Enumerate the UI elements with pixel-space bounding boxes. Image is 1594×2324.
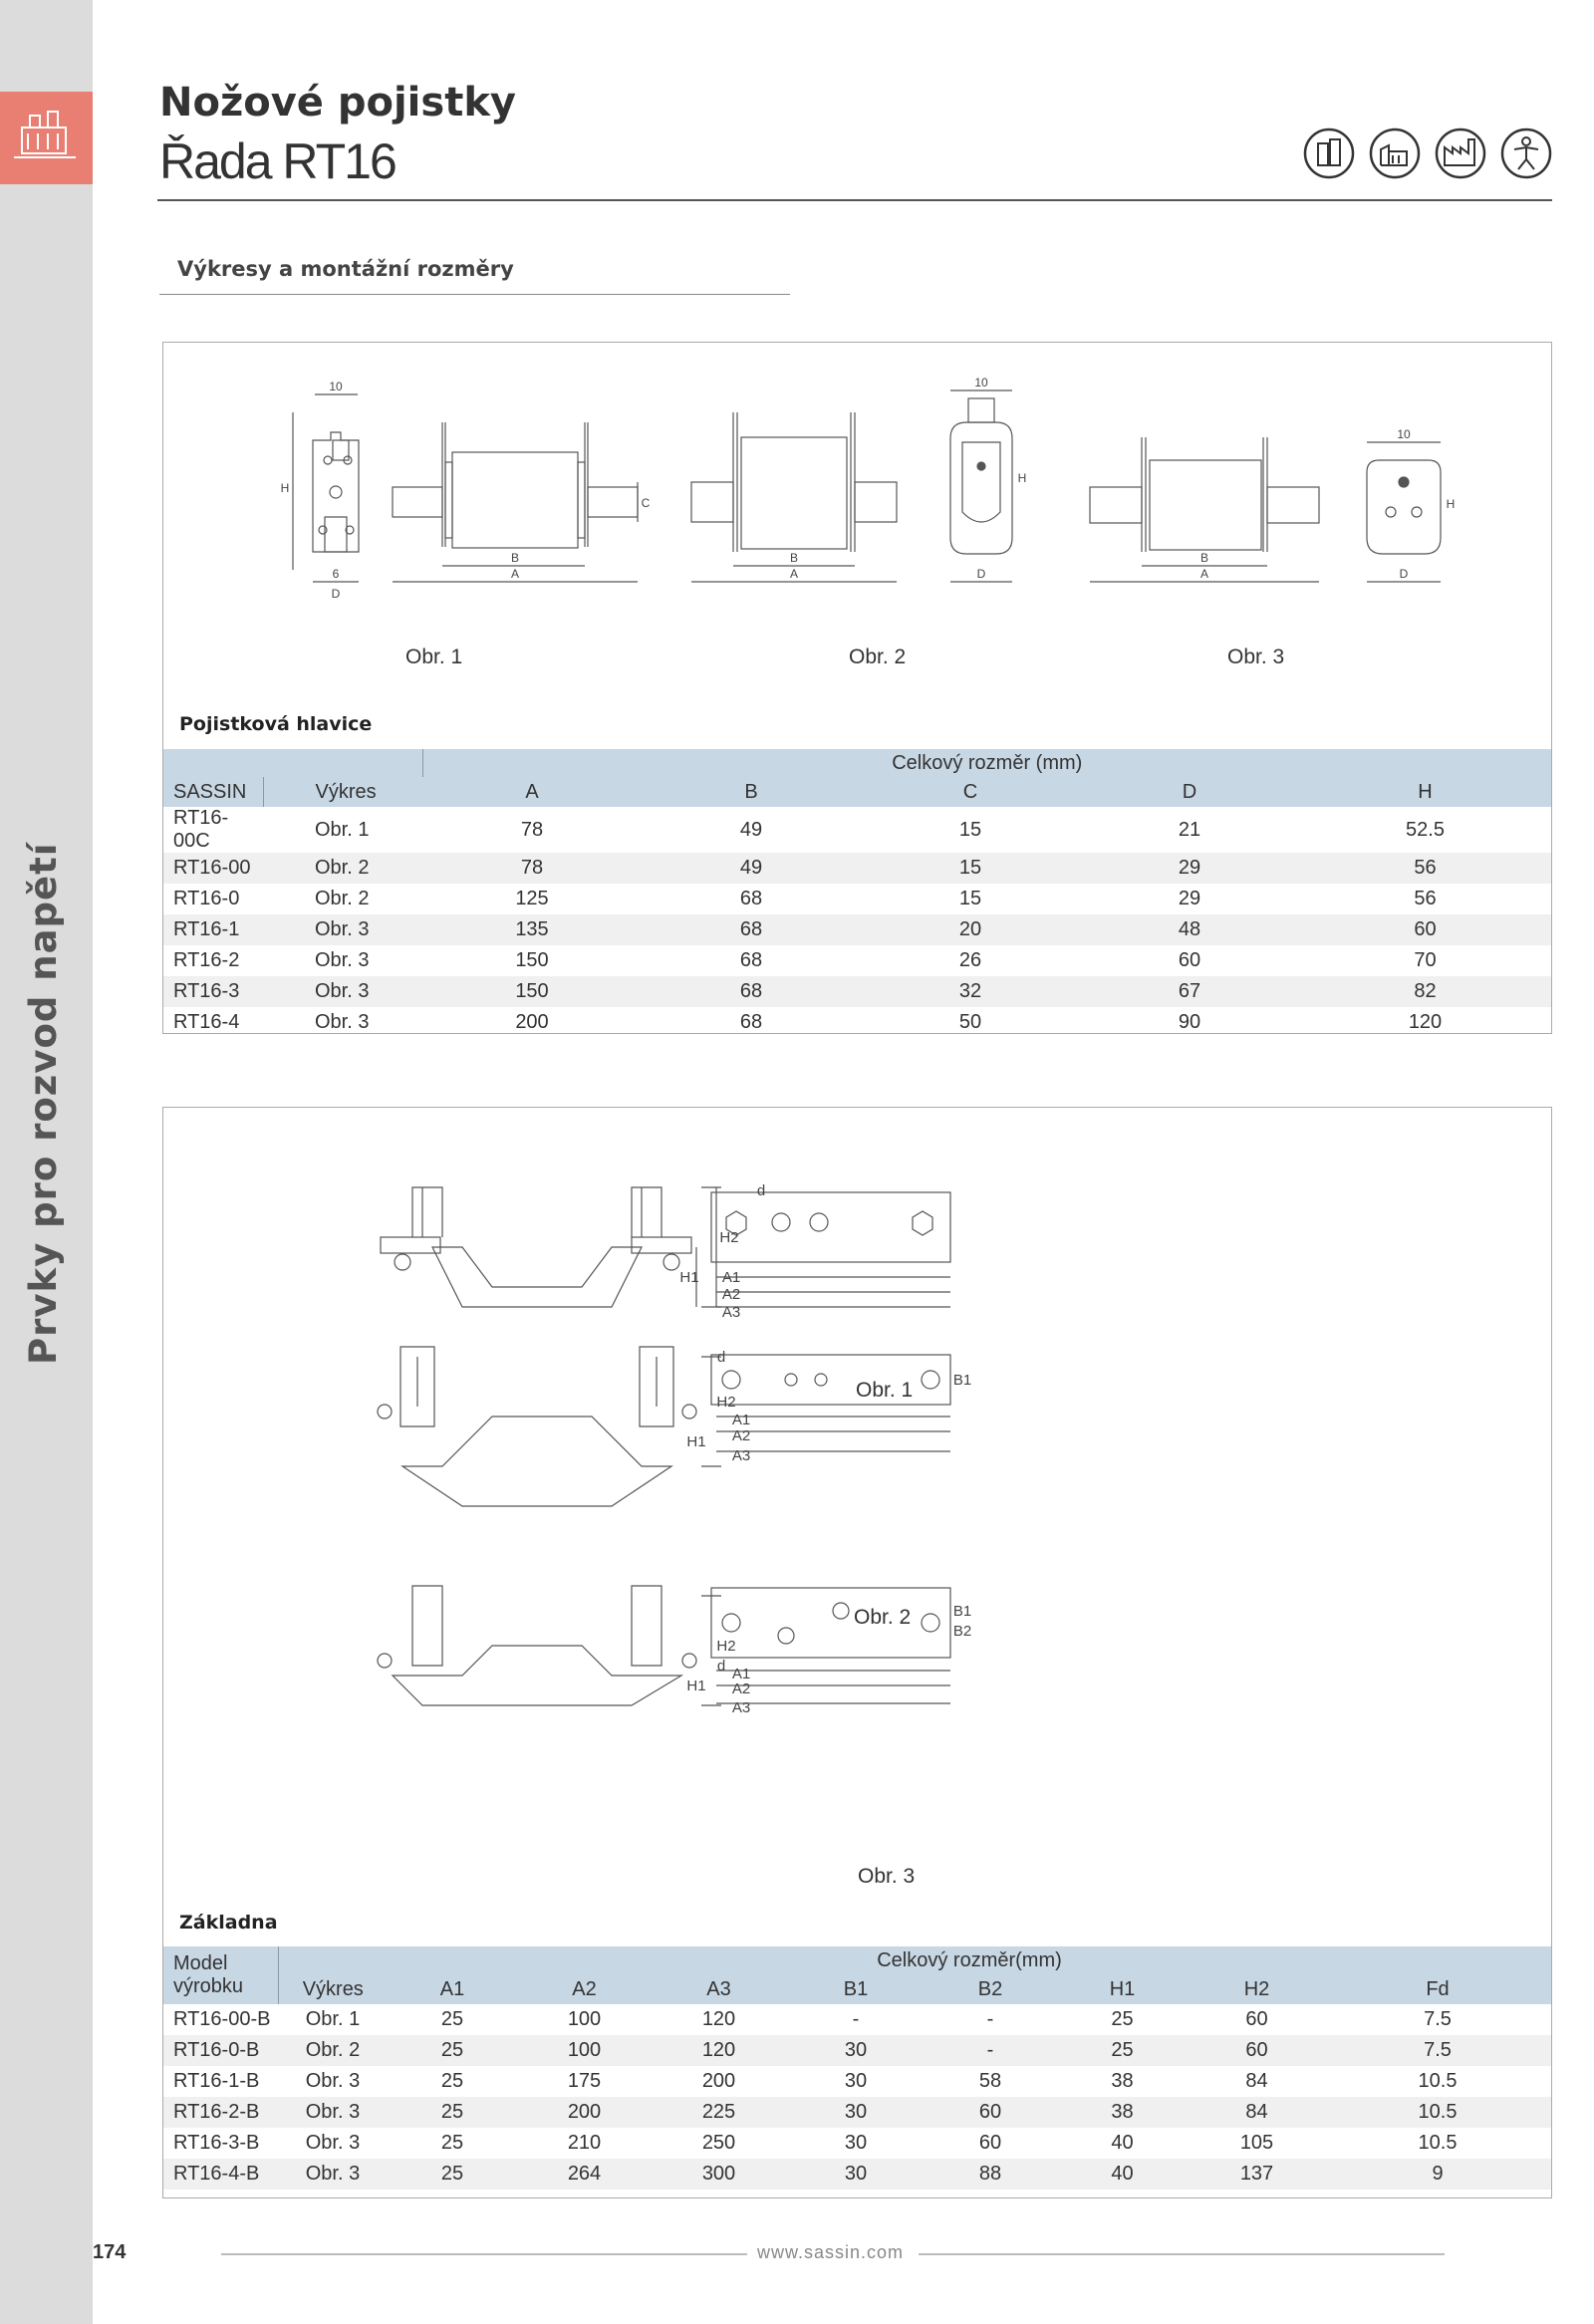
industry-icon [1435,128,1486,179]
cell-h1: 25 [1055,2035,1190,2066]
cell-drawing: Obr. 3 [305,2132,361,2154]
table-row [163,914,1551,945]
fuse-caption-3: Obr. 3 [1227,646,1285,668]
table-row [163,2066,1551,2097]
fuse-col-sassin: SASSIN [163,777,263,807]
table-row [163,2159,1551,2190]
base3-d-label: d [716,1658,726,1675]
fuse1-h-label: H [280,481,290,495]
cell-model: RT16-1 [163,914,263,945]
cell-c: 15 [861,853,1080,884]
fuse2-top-dim: 10 [974,376,988,389]
cell-fd: 7.5 [1324,2035,1551,2066]
cell-model: RT16-2-B [163,2097,278,2128]
cell-drawing: Obr. 3 [278,2159,388,2190]
base-col-h1: H1 [1055,1974,1190,2004]
fuse1-d-label: D [331,587,341,601]
cell-c: 20 [861,914,1080,945]
cell-a: 78 [520,818,544,841]
fuse-panel [162,342,1552,1034]
cell-a1: 25 [440,2008,464,2030]
cell-drawing: Obr. 3 [278,2097,388,2128]
base-col-model: Model výrobku [163,1946,278,2004]
cell-h2: 60 [1190,2035,1324,2066]
base3-h1-label: H1 [686,1678,706,1694]
fuse3-h-label: H [1446,497,1456,511]
fuse2-b-label: B [789,551,799,565]
base-caption-1: Obr. 1 [856,1379,914,1402]
cell-d: 90 [1178,1011,1201,1033]
footer-divider-right [919,2253,1445,2255]
table-row [163,2097,1551,2128]
cell-model: RT16-1-B [173,2070,260,2092]
sidebar-label: Prvky pro rozvod napětí [22,842,65,1365]
cell-a2: 175 [567,2070,602,2092]
cell-b1: 30 [844,2132,868,2154]
cell-h1: 40 [1111,2132,1134,2154]
cell-drawing: Obr. 2 [315,888,370,909]
base-col-h2: H2 [1190,1974,1324,2004]
fuse-col-c: C [861,777,1080,807]
cell-a2: 210 [567,2132,602,2154]
cell-b: 68 [739,1011,763,1033]
cell-h2: 105 [1239,2132,1274,2154]
base-col-b1: B1 [786,1974,926,2004]
cell-b1: 30 [786,2159,926,2190]
base-caption-2: Obr. 2 [854,1606,912,1629]
fuse-col-a: A [422,777,642,807]
cell-model: RT16-0 [173,888,240,909]
title-divider [157,199,1552,201]
cell-b2: 60 [978,2132,1002,2154]
cell-drawing: Obr. 2 [278,2035,388,2066]
cell-drawing: Obr. 3 [263,914,422,945]
base1-a2-label: A2 [721,1286,741,1303]
base-col-a1: A1 [388,1974,517,2004]
fuse2-d-label: D [976,567,986,581]
cell-a: 135 [422,914,642,945]
fuse-col-d: D [1080,777,1299,807]
cell-b: 49 [739,818,763,841]
cell-fd: 9 [1324,2159,1551,2190]
cell-h1: 38 [1111,2070,1134,2092]
fuse1-b-label: B [510,551,520,565]
cell-fd: 7.5 [1424,2008,1452,2030]
cell-h: 70 [1414,949,1437,971]
table-row [163,1007,1551,1038]
cell-drawing: Obr. 3 [263,976,422,1007]
table-row [163,853,1551,884]
base2-a1-label: A1 [731,1412,751,1428]
cell-b: 68 [642,976,861,1007]
base2-a2-label: A2 [731,1427,751,1444]
base-caption-3: Obr. 3 [858,1865,916,1888]
cell-drawing: Obr. 3 [315,1011,370,1033]
cell-d: 60 [1178,949,1201,971]
table-row [163,807,1551,853]
cell-a1: 25 [440,2070,464,2092]
fuse1-top-dim: 10 [329,380,343,393]
cell-b2: 88 [926,2159,1055,2190]
cell-model: RT16-3-B [173,2132,260,2154]
table-row [163,2128,1551,2159]
cell-model: RT16-00C [173,807,229,852]
fuse-col-h: H [1299,777,1551,807]
cell-fd: 10.5 [1324,2097,1551,2128]
building-icon [1303,128,1355,179]
fuse-col-vykres: Výkres [263,777,422,807]
cell-a3: 120 [652,2035,786,2066]
cell-h2: 84 [1190,2097,1324,2128]
base-table [163,1946,1551,2190]
base-drawings [163,1108,1551,1935]
cell-drawing: Obr. 2 [263,853,422,884]
cell-h2: 137 [1190,2159,1324,2190]
factory-icon [1369,128,1421,179]
sidebar [0,0,93,2324]
fuse-caption-1: Obr. 1 [405,646,463,668]
cell-a1: 25 [388,2097,517,2128]
cell-c: 32 [861,976,1080,1007]
table-row [163,2035,1551,2066]
base2-a3-label: A3 [731,1447,751,1464]
page-number: 174 [93,2241,127,2263]
base-col-a3: A3 [652,1974,786,2004]
base1-h2-label: H2 [719,1229,739,1246]
fuse1-six-label: 6 [332,567,340,581]
base3-b1-label: B1 [952,1603,972,1620]
base3-b2-label: B2 [952,1623,972,1640]
cell-c: 50 [958,1011,982,1033]
cell-c: 15 [958,818,982,841]
table-row [163,2004,1551,2035]
table-row [163,884,1551,914]
cell-h1: 25 [1111,2008,1134,2030]
cell-b1: 30 [844,2070,868,2092]
cell-d: 29 [1080,853,1299,884]
cell-b: 68 [739,949,763,971]
cell-h: 82 [1299,976,1551,1007]
base-col-b2: B2 [926,1974,1055,2004]
cell-a1: 25 [440,2132,464,2154]
cell-a3: 225 [652,2097,786,2128]
cell-h: 60 [1299,914,1551,945]
cell-a3: 300 [652,2159,786,2190]
fuse-table-title: Pojistková hlavice [179,713,373,735]
fuse-col-b: B [642,777,861,807]
cell-b2: 58 [978,2070,1002,2092]
base-table-group-header: Celkový rozměr(mm) [388,1946,1551,1974]
cell-h: 56 [1299,853,1551,884]
cell-a2: 100 [517,2035,652,2066]
fuse1-a-label: A [510,567,520,581]
cell-h1: 38 [1055,2097,1190,2128]
base3-h2-label: H2 [716,1638,736,1655]
page-subtitle: Řada RT16 [159,133,396,189]
cell-b1: 30 [786,2035,926,2066]
base1-d-label: d [756,1182,766,1199]
cell-h: 56 [1414,888,1437,909]
base2-h2-label: H2 [716,1394,736,1411]
base-col-vykres: Výkres [278,1974,388,2004]
cell-b2: - [986,2008,994,2030]
fuse-table-group-header: Celkový rozměr (mm) [422,749,1551,777]
cell-a: 125 [515,888,549,909]
cell-h: 120 [1408,1011,1443,1033]
cell-h2: 84 [1245,2070,1268,2092]
fuse2-a-label: A [789,567,799,581]
base1-a1-label: A1 [721,1269,741,1286]
cell-a2: 264 [517,2159,652,2190]
cell-c: 15 [958,888,982,909]
cell-b2: 60 [926,2097,1055,2128]
table-row [163,976,1551,1007]
base-panel [162,1107,1552,2198]
page-title: Nožové pojistky [159,80,516,126]
fuse-drawings [163,343,1551,642]
cell-model: RT16-4 [173,1011,240,1033]
cell-d: 48 [1080,914,1299,945]
cell-d: 67 [1080,976,1299,1007]
cell-b: 68 [642,914,861,945]
base-col-fd: Fd [1324,1974,1551,2004]
fuse3-b-label: B [1199,551,1209,565]
cell-d: 29 [1178,888,1201,909]
cell-b2: - [926,2035,1055,2066]
cell-a2: 100 [567,2008,602,2030]
cell-b: 49 [642,853,861,884]
footer-url[interactable]: www.sassin.com [757,2242,905,2262]
cell-a3: 120 [701,2008,736,2030]
fuse2-h-label: H [1017,471,1027,485]
person-icon [1500,128,1552,179]
cell-drawing: Obr. 3 [315,949,370,971]
cell-a: 150 [422,976,642,1007]
category-icon [0,92,93,184]
cell-a3: 200 [701,2070,736,2092]
cell-drawing: Obr. 1 [315,818,370,841]
base1-h1-label: H1 [679,1269,699,1286]
cell-b1: 30 [786,2097,926,2128]
base3-a2-label: A2 [731,1680,751,1697]
cell-h1: 40 [1055,2159,1190,2190]
base3-a3-label: A3 [731,1699,751,1716]
cell-a1: 25 [388,2035,517,2066]
footer-divider-left [221,2253,747,2255]
base2-d-label: d [716,1349,726,1366]
base-col-a2: A2 [517,1974,652,2004]
fuse3-top-dim: 10 [1397,427,1411,441]
cell-a: 200 [515,1011,549,1033]
fuse-caption-2: Obr. 2 [849,646,907,668]
cell-drawing: Obr. 1 [305,2008,361,2030]
section-heading: Výkresy a montážní rozměry [177,257,514,281]
cell-fd: 10.5 [1418,2132,1458,2154]
cell-h2: 60 [1245,2008,1268,2030]
fuse-table [163,749,1551,1038]
cell-a: 78 [422,853,642,884]
cell-a1: 25 [388,2159,517,2190]
cell-model: RT16-00 [163,853,263,884]
cell-d: 21 [1178,818,1201,841]
section-divider [159,294,790,295]
cell-c: 26 [958,949,982,971]
cell-b1: - [852,2008,860,2030]
cell-model: RT16-00-B [173,2008,271,2030]
cell-model: RT16-4-B [163,2159,278,2190]
application-icons [1303,128,1552,179]
cell-model: RT16-0-B [163,2035,278,2066]
cell-a2: 200 [517,2097,652,2128]
cell-b: 68 [739,888,763,909]
base2-b1-label: B1 [952,1372,972,1389]
base1-a3-label: A3 [721,1304,741,1321]
cell-model: RT16-2 [173,949,240,971]
base3-a1-label: A1 [731,1666,751,1682]
cell-a: 150 [515,949,549,971]
base2-h1-label: H1 [686,1433,706,1450]
fuse3-d-label: D [1399,567,1409,581]
cell-fd: 10.5 [1418,2070,1458,2092]
cell-model: RT16-3 [163,976,263,1007]
fuse3-a-label: A [1199,567,1209,581]
cell-h: 52.5 [1406,818,1445,841]
cell-drawing: Obr. 3 [305,2070,361,2092]
base-table-title: Základna [179,1912,278,1934]
fuse1-c-label: C [641,496,651,510]
cell-a3: 250 [701,2132,736,2154]
table-row [163,945,1551,976]
